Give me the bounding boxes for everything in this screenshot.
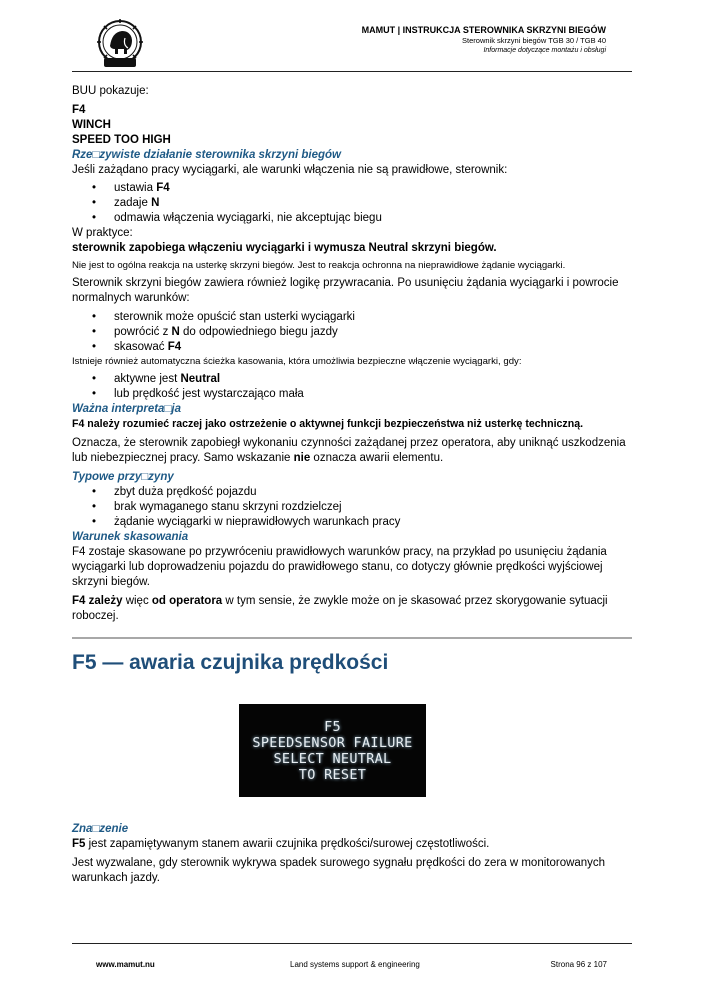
f5-definition: F5 jest zapamiętywanym stanem awarii czujnika prędkości/surowej częstotliwości. bbox=[72, 838, 490, 850]
list-item: • brak wymaganego stanu skrzyni rozdzielczej bbox=[114, 500, 632, 515]
section-heading-meaning: Zna□zenie bbox=[72, 823, 129, 835]
causes-list bbox=[72, 485, 632, 530]
important-bold: F4 należy rozumieć raczej jako ostrzeżenie o aktywnej funkcji bezpieczeństwa niż usterkę techniczną. bbox=[72, 418, 584, 430]
f5-trigger: Jest wyzwalane, gdy sterownik wykrywa spadek surowego sygnału prędkości do zera w monitorowanych warunkach jazdy. bbox=[72, 857, 606, 884]
list-item: • zbyt duża prędkość pojazdu bbox=[114, 485, 632, 500]
header-divider bbox=[72, 71, 632, 72]
depends-paragraph: F4 zależy więc od operatora w tym sensie, że zwykle może on je skasować przez skorygowanie sytuacji roboczej. bbox=[72, 595, 608, 622]
auto-reset-list bbox=[72, 372, 632, 402]
lcd-line: F5 bbox=[324, 718, 341, 735]
header-subtitle: Sterownik skrzyni biegów TGB 30 / TGB 40 bbox=[462, 36, 606, 45]
lcd-line: SPEEDSENSOR FAILURE bbox=[252, 734, 413, 751]
meaning-paragraph: Oznacza, że sterownik zapobiegł wykonaniu czynności zażądanej przez operatora, aby uniknąć uszkodzenia lub niebezpiecznej pracy. Samo wskazanie nie oznacza awarii elementu. bbox=[72, 437, 626, 464]
list-item: • powrócić z N do odpowiedniego biegu jazdy bbox=[114, 325, 632, 340]
footer-page-number: Strona 96 z 107 bbox=[550, 960, 607, 969]
lcd-display-image bbox=[239, 704, 426, 797]
section-heading-important: Ważna interpreta□ja bbox=[72, 403, 181, 415]
section-heading-reset: Warunek skasowania bbox=[72, 531, 189, 543]
list-item: • odmawia włączenia wyciągarki, nie akceptując biegu bbox=[114, 211, 632, 226]
actual-intro: Jeśli zażądano pracy wyciągarki, ale warunki włączenia nie są prawidłowe, sterownik: bbox=[72, 164, 508, 176]
mamut-logo-icon bbox=[94, 18, 146, 70]
practice-bold: sterownik zapobiega włączeniu wyciągarki i wymusza Neutral skrzyni biegów. bbox=[72, 242, 497, 254]
recovery-intro: Sterownik skrzyni biegów zawiera również logikę przywracania. Po usunięciu żądania wyciągarki i powrocie normalnych warunków: bbox=[72, 277, 619, 304]
auto-reset-note: Istnieje również automatyczna ścieżka kasowania, która umożliwia bezpieczne włączenie wyciągarki, gdy: bbox=[72, 356, 522, 367]
header-subtitle-italic: Informacje dotyczące montażu i obsługi bbox=[483, 47, 606, 54]
page-header bbox=[72, 18, 632, 70]
reset-paragraph: F4 zostaje skasowane po przywróceniu prawidłowych warunków pracy, na przykład po usunięciu żądania wyciągarki lub doprowadzeniu pojazdu do prawidłowego stanu, co dotyczy głównie prędkości wyjściowej skrzyni biegów. bbox=[72, 546, 607, 588]
list-item: • skasować F4 bbox=[114, 340, 632, 355]
display-line-f4: F4 bbox=[72, 104, 86, 116]
header-title: MAMUT | INSTRUKCJA STEROWNIKA SKRZYNI BIEGÓW bbox=[361, 25, 606, 35]
list-item: • aktywne jest Neutral bbox=[114, 372, 632, 387]
section-divider bbox=[72, 637, 632, 639]
practice-label: W praktyce: bbox=[72, 227, 133, 239]
not-general-note: Nie jest to ogólna reakcja na usterkę skrzyni biegów. Jest to reakcja ochronna na nieprawidłowe żądanie wyciągarki. bbox=[72, 260, 566, 271]
f5-heading: F5 — awaria czujnika prędkości bbox=[72, 651, 389, 674]
lcd-line: SELECT NEUTRAL bbox=[273, 750, 392, 767]
footer-website-link[interactable]: www.mamut.nu bbox=[96, 960, 155, 969]
list-item: • żądanie wyciągarki w nieprawidłowych warunkach pracy bbox=[114, 515, 632, 530]
list-item: • ustawia F4 bbox=[114, 181, 632, 196]
actual-list bbox=[72, 181, 632, 226]
list-item: • sterownik może opuścić stan usterki wyciągarki bbox=[114, 310, 632, 325]
buu-intro: BUU pokazuje: bbox=[72, 85, 149, 97]
list-item: • zadaje N bbox=[114, 196, 632, 211]
recovery-list bbox=[72, 310, 632, 355]
section-heading-actual: Rze□zywiste działanie sterownika skrzyni biegów bbox=[72, 149, 341, 161]
footer-divider bbox=[72, 943, 632, 944]
page-content bbox=[72, 84, 632, 886]
display-line-winch: WINCH bbox=[72, 119, 111, 131]
footer-tagline: Land systems support & engineering bbox=[290, 960, 420, 969]
display-line-speed: SPEED TOO HIGH bbox=[72, 134, 171, 146]
section-heading-causes: Typowe przy□zyny bbox=[72, 471, 174, 483]
list-item: • lub prędkość jest wystarczająco mała bbox=[114, 387, 632, 402]
lcd-line: TO RESET bbox=[298, 766, 367, 783]
